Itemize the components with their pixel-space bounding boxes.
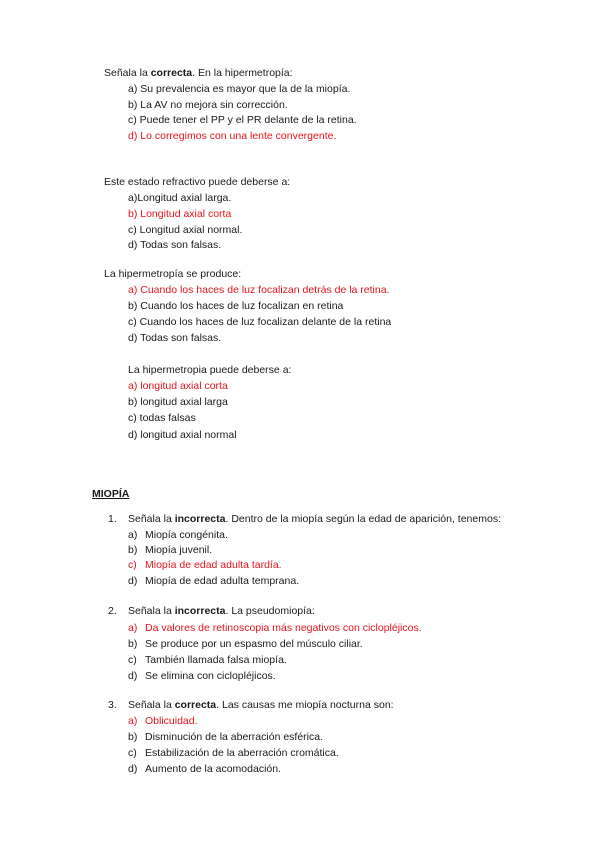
option-c: c) todas falsas <box>128 412 196 424</box>
option-d: d) Todas son falsas. <box>128 239 222 251</box>
question-keyword: incorrecta <box>174 605 226 617</box>
question-4-stem: La hipermetropia puede deberse a: <box>128 364 292 376</box>
option-c: c) Puede tener el PP y el PR delante de la retina. <box>128 114 357 126</box>
miopia-question-1-stem: 1. Señala la incorrecta. Dentro de la miopía según la edad de aparición, tenemos: <box>108 513 501 525</box>
option-b: b) longitud axial larga <box>128 396 228 408</box>
option-b: b) Disminución de la aberración esférica. <box>128 731 324 743</box>
option-b-correct: b) Longitud axial corta <box>128 208 232 220</box>
option-d: d) longitud axial normal <box>128 429 237 441</box>
option-b: b) Miopía juvenil. <box>128 544 213 556</box>
option-a-correct: a) Da valores de retinoscopia más negativos con ciclopléjicos. <box>128 622 422 634</box>
option-a: a) Su prevalencia es mayor que la de la miopía. <box>128 83 351 95</box>
option-d: d) Se elimina con ciclopléjicos. <box>128 670 276 682</box>
question-1-stem: Señala la correcta. En la hipermetropía: <box>104 67 293 79</box>
option-b: b) La AV no mejora sin corrección. <box>128 99 288 111</box>
option-b: b) Se produce por un espasmo del músculo ciliar. <box>128 638 363 650</box>
question-3-stem: La hipermetropía se produce: <box>104 268 242 280</box>
question-keyword: correcta <box>150 67 193 79</box>
option-d: d) Miopía de edad adulta temprana. <box>128 575 300 587</box>
question-keyword: correcta <box>174 699 217 711</box>
miopia-question-2-stem: 2. Señala la incorrecta. La pseudomiopía: <box>108 605 315 617</box>
option-d-correct: d) Lo corregimos con una lente convergente. <box>128 130 337 142</box>
option-c-correct: c) Miopía de edad adulta tardía. <box>128 559 282 571</box>
option-a: a)Longitud axial larga. <box>128 192 232 204</box>
option-a-correct: a) Oblicuidad. <box>128 715 198 727</box>
option-c: c) También llamada falsa miopía. <box>128 654 287 666</box>
option-a-correct: a) longitud axial corta <box>128 380 228 392</box>
option-c: c) Estabilización de la aberración cromática. <box>128 747 339 759</box>
question-keyword: incorrecta <box>174 513 226 525</box>
option-b: b) Cuando los haces de luz focalizan en retina <box>128 300 344 312</box>
option-c: c) Longitud axial normal. <box>128 224 243 236</box>
option-c: c) Cuando los haces de luz focalizan delante de la retina <box>128 316 392 328</box>
question-2-stem: Este estado refractivo puede deberse a: <box>104 176 291 188</box>
section-heading: MIOPÍA <box>92 488 130 500</box>
option-a-correct: a) Cuando los haces de luz focalizan detrás de la retina. <box>128 284 390 296</box>
option-a: a) Miopía congénita. <box>128 529 228 541</box>
miopia-question-3-stem: 3. Señala la correcta. Las causas me miopía nocturna son: <box>108 699 394 711</box>
option-d: d) Aumento de la acomodación. <box>128 763 282 775</box>
option-d: d) Todas son falsas. <box>128 332 222 344</box>
